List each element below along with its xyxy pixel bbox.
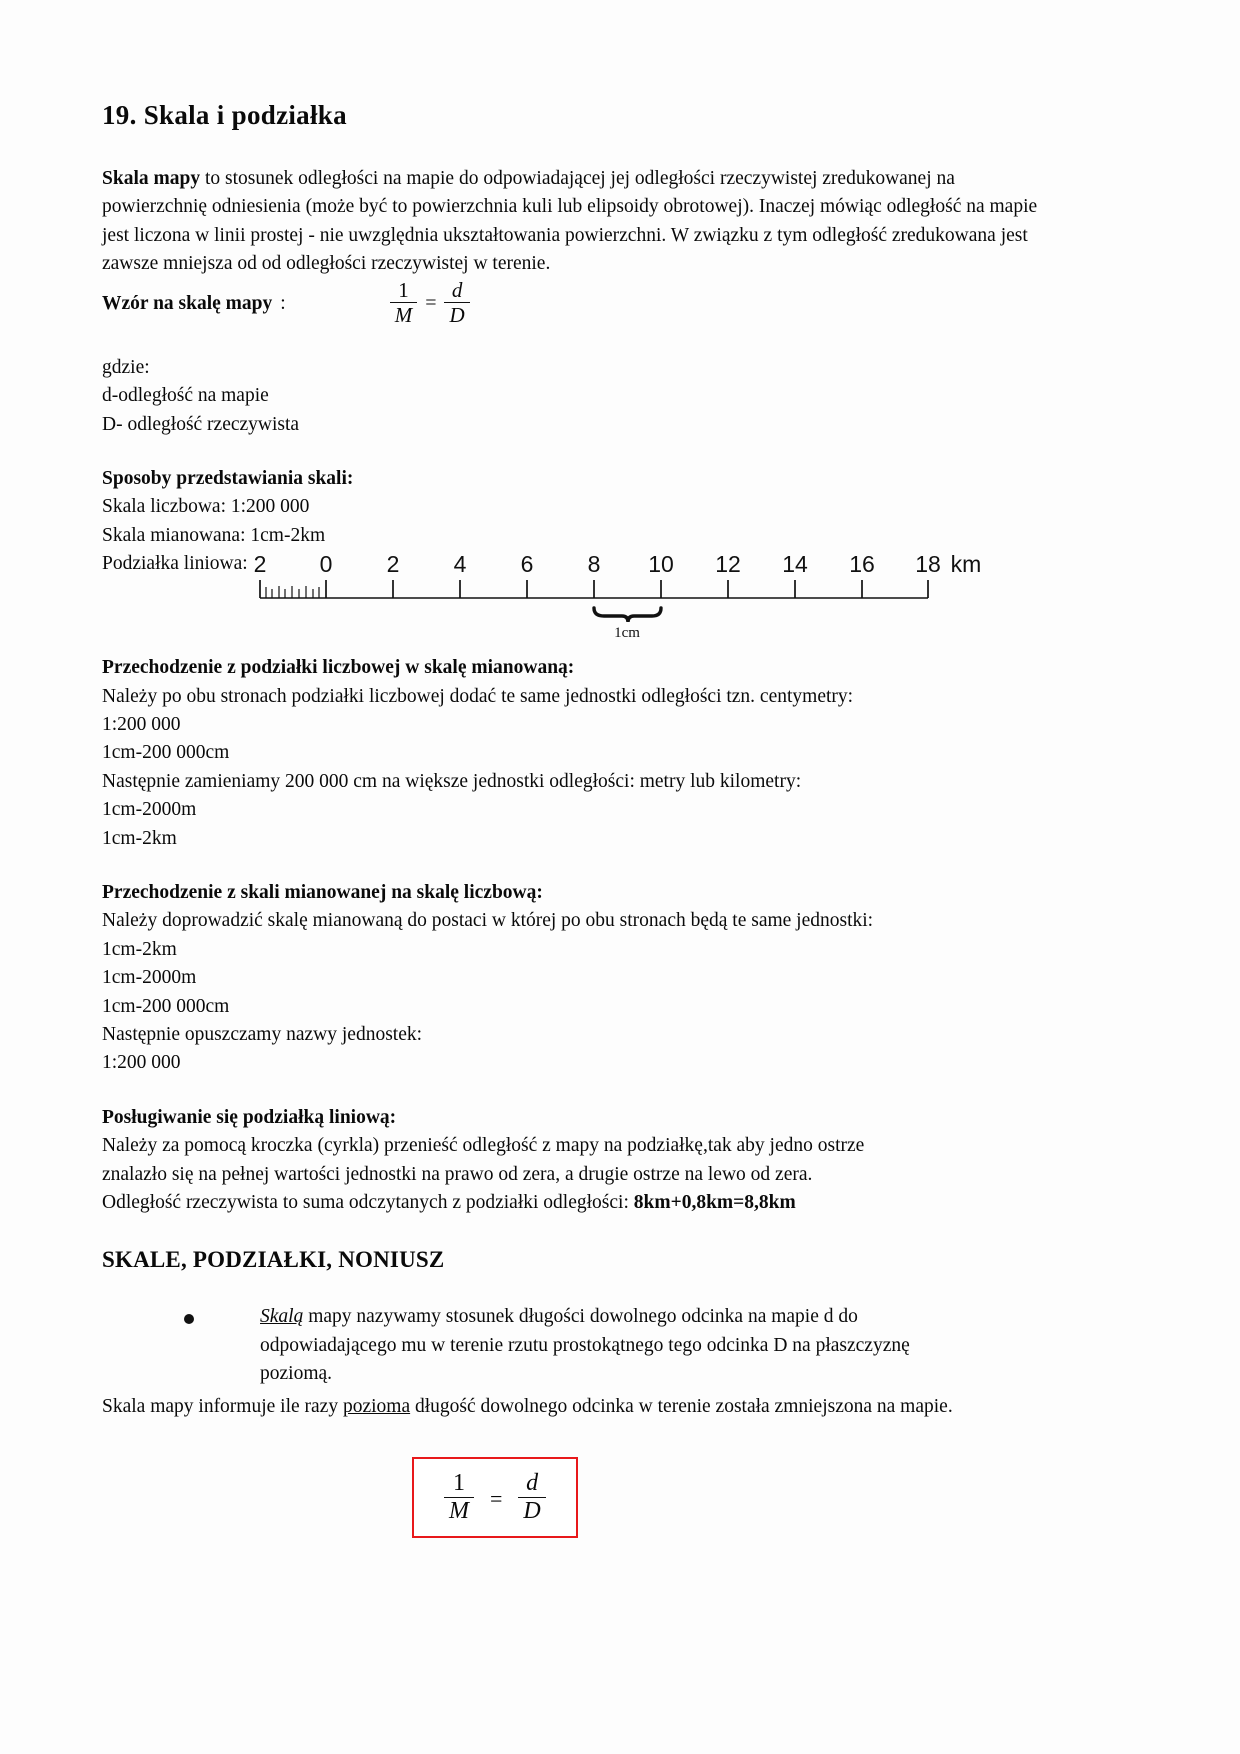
boxed-fraction-d-over-d <box>518 1471 545 1524</box>
heading-named-to-numeric: Przechodzenie z skali mianowanej na skalę liczbową: <box>102 882 543 903</box>
numeric-to-named-line-0: Należy po obu stronach podziałki liczbowej dodać te same jednostki odległości tzn. centymetry: <box>102 685 854 707</box>
numeric-to-named-line-5: 1cm-2km <box>102 827 177 849</box>
line-numeric-scale: Skala liczbowa: 1:200 000 <box>102 496 310 518</box>
bullet-body: mapy nazywamy stosunek długości dowolnego odcinka na mapie d do odpowiadającego mu w terenie rzutu prostokątnego tego odcinka D na płaszczyznę poziomą. <box>260 1306 910 1385</box>
tick-label: 4 <box>453 551 467 578</box>
after-bullet-paragraph <box>102 1393 1042 1421</box>
where-line-1: d-odległość na mapie <box>102 385 269 407</box>
usage-line-1: Należy za pomocą kroczka (cyrkla) przenieść odległość z mapy na podziałkę,tak aby jedno ostrze <box>102 1135 865 1157</box>
numeric-to-named-line-3: Następnie zamieniamy 200 000 cm na większe jednostki odległości: metry lub kilometry: <box>102 770 802 792</box>
equals-sign: = <box>490 1485 503 1511</box>
where-line-2: D- odległość rzeczywista <box>102 413 300 435</box>
usage-result-bold: 8km+0,8km=8,8km <box>633 1192 796 1214</box>
tick-label: 2 <box>386 551 400 578</box>
fraction-numerator: 1 <box>453 1470 465 1497</box>
numeric-to-named-line-1: 1:200 000 <box>102 713 181 735</box>
named-to-numeric-line-4: Następnie opuszczamy nazwy jednostek: <box>102 1024 423 1046</box>
usage-line-2: znalazło się na pełnej wartości jednostki na prawo od zera, a drugie ostrze na lewo od zera. <box>102 1163 813 1185</box>
brace-label: 1cm <box>613 625 640 642</box>
usage-line-3 <box>102 1189 1042 1217</box>
fraction-numerator: d <box>526 1470 539 1497</box>
formula-scale <box>386 279 474 326</box>
heading-ways-of-presenting: Sposoby przedstawiania skali: <box>102 467 354 489</box>
fraction-denominator: M <box>390 302 418 326</box>
boxed-fraction-one-over-m <box>444 1471 474 1524</box>
named-to-numeric-line-1: 1cm-2km <box>102 938 177 960</box>
tick-label: 8 <box>587 551 601 578</box>
intro-paragraph <box>102 165 1042 279</box>
scale-bar-svg <box>252 550 982 642</box>
boxed-formula <box>412 1457 578 1538</box>
equals-sign: = <box>425 291 437 314</box>
where-line-0: gdzie: <box>102 356 150 378</box>
scale-bar-graphic <box>252 550 982 642</box>
bullet-item-text <box>260 1303 960 1388</box>
intro-body: to stosunek odległości na mapie do odpowiadającej jej odległości rzeczywistej zredukowanej na powierzchnię odniesienia (może być to powierzchnia kuli lub elipsoidy obrotowej). Inaczej mówiąc odległość na mapie jest liczona w linii prostej - nie uwzględnia ukształtowania powierzchni. W związku z tym odległość zredukowana jest zawsze mniejsza od od odległości rzeczywistej w terenie. <box>102 168 1038 275</box>
formula-label: Wzór na skalę mapy <box>102 292 273 314</box>
bullet-dot-icon <box>184 1314 194 1324</box>
numeric-to-named-line-2: 1cm-200 000cm <box>102 742 230 764</box>
tick-label: 16 <box>848 551 875 578</box>
linear-scale-row <box>102 550 1042 640</box>
named-to-numeric-line-2: 1cm-2000m <box>102 967 197 989</box>
tick-label: 14 <box>781 551 808 578</box>
formula-colon: : <box>280 292 286 314</box>
fraction-numerator: 1 <box>398 277 409 302</box>
after-bullet-underlined: pozioma <box>342 1395 411 1417</box>
tick-label: 12 <box>714 551 741 578</box>
named-to-numeric-line-5: 1:200 000 <box>102 1052 181 1074</box>
tick-label: 18 <box>914 551 941 578</box>
line-named-scale: Skala mianowana: 1cm-2km <box>102 524 326 546</box>
numeric-to-named-line-4: 1cm-2000m <box>102 799 197 821</box>
scale-fine-ticks <box>266 586 319 598</box>
after-bullet-prefix: Skala mapy informuje ile razy <box>102 1395 343 1417</box>
heading-using-linear-scale: Posługiwanie się podziałką liniową: <box>102 1106 397 1128</box>
bullet-list-item <box>102 1303 1042 1388</box>
tick-label: 0 <box>319 551 333 578</box>
after-bullet-suffix: długość dowolnego odcinka w terenie została zmniejszona na mapie. <box>410 1395 953 1417</box>
fraction-one-over-m <box>390 279 418 326</box>
tick-label: 2 <box>253 551 267 578</box>
fraction-d-over-d <box>444 279 469 326</box>
scale-brace <box>594 608 661 622</box>
tick-label: 6 <box>520 551 534 578</box>
scale-major-ticks <box>260 580 928 598</box>
boxed-formula-container <box>102 1457 1042 1538</box>
formula-scale-row <box>102 277 1042 328</box>
scale-tick-labels <box>253 551 981 577</box>
fraction-denominator: D <box>518 1497 545 1524</box>
section-title-skale: SKALE, PODZIAŁKI, NONIUSZ <box>102 1247 445 1273</box>
named-to-numeric-line-3: 1cm-200 000cm <box>102 995 230 1017</box>
usage-line-3-prefix: Odległość rzeczywista to suma odczytanych z podziałki odległości: <box>102 1192 634 1214</box>
bullet-italic-term: Skalą <box>260 1306 304 1328</box>
page-title: 19. Skala i podziałka <box>102 100 347 130</box>
tick-label: 10 <box>647 551 674 578</box>
heading-numeric-to-named: Przechodzenie z podziałki liczbowej w skalę mianowaną: <box>102 657 575 679</box>
fraction-denominator: D <box>444 302 469 326</box>
intro-lead-bold: Skala mapy <box>102 168 201 189</box>
scale-unit-label: km <box>950 551 982 578</box>
named-to-numeric-line-0: Należy doprowadzić skalę mianowaną do postaci w której po obu stronach będą te same jednostki: <box>102 910 874 932</box>
fraction-numerator: d <box>451 277 463 302</box>
fraction-denominator: M <box>444 1497 474 1524</box>
document-content <box>102 100 1042 1538</box>
linear-scale-label: Podziałka liniowa: <box>102 553 248 575</box>
